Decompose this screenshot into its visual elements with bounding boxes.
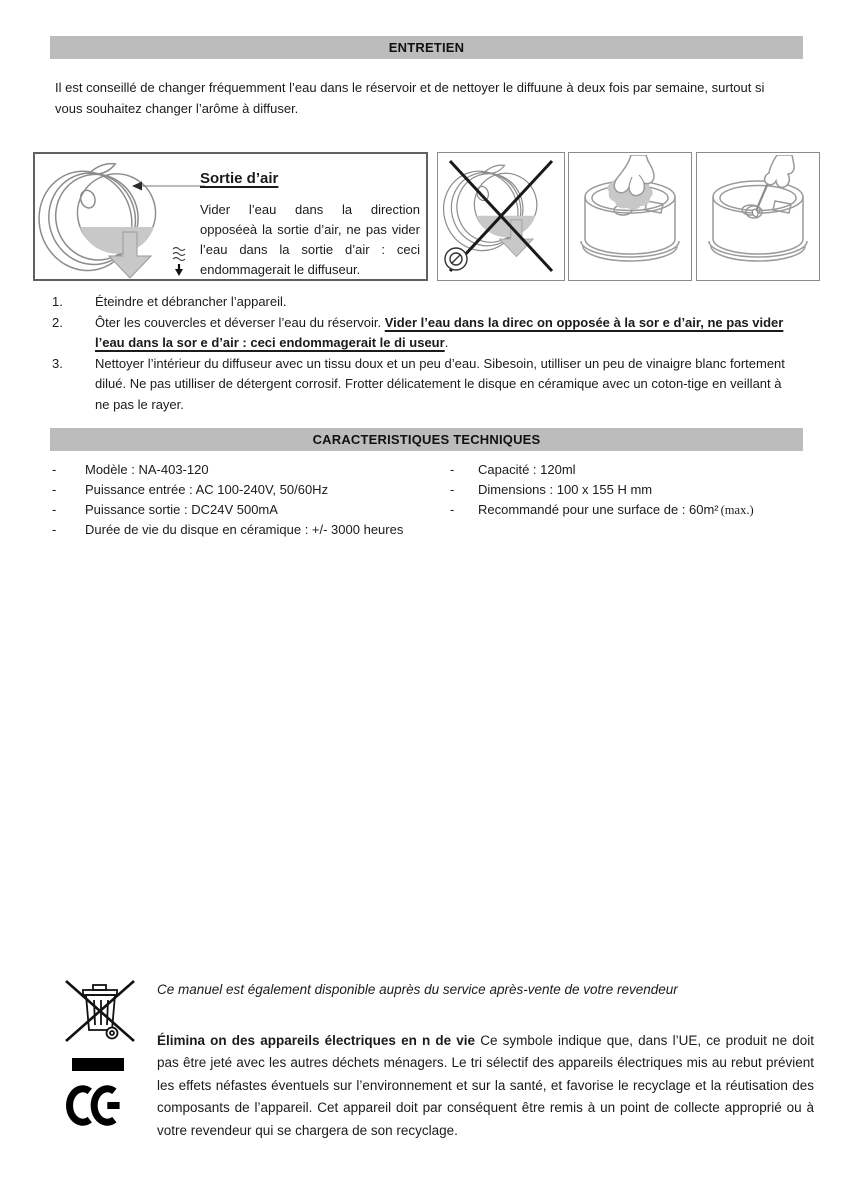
step-text: Nettoyer l’intérieur du diffuseur avec un tissu doux et un peu d’eau. Sibesoin, utilliser un peu de vinaigre blanc fortement dilué. Ne pas utilliser de détergent corrosif. Frotter délicatement le disque en céramique avec un coton-tige en veillant à ne pas le rayer. (95, 355, 785, 412)
step-number: 3. (52, 355, 63, 371)
entretien-header-bar (50, 36, 803, 59)
warning-text: Vider l’eau dans la direc on opposée à la sor e d’air, ne pas vider l’eau dans la sor e d’air : ceci endommagerait le di useur (95, 314, 784, 350)
air-outlet-pointer-icon (132, 182, 205, 191)
spec-marker: - (52, 522, 57, 537)
diffuser-pour-illustration (37, 156, 207, 280)
section-title: ENTRETIEN (388, 40, 465, 55)
tech-specs-right (450, 460, 820, 520)
manual-availability-note: Ce manuel est également disponible auprès du service après-vente de votre revendeur (157, 982, 678, 997)
list-item (52, 292, 797, 313)
air-outlet-description: Vider l’eau dans la direction opposéeà la sortie d’air, ne pas vider l’eau dans la sortie d’air : ceci endommagerait le diffuseur. (200, 202, 420, 277)
disposal-heading: Élimina on des appareils électriques en n de vie (157, 1033, 476, 1048)
spec-marker: - (52, 482, 57, 497)
spec-text: Durée de vie du disque en céramique : +/- 3000 heures (85, 522, 404, 537)
spec-text: Puissance entrée : AC 100-240V, 50/60Hz (85, 482, 329, 497)
spec-text: Dimensions : 100 x 155 H mm (478, 482, 653, 497)
intro-paragraph: Il est conseillé de changer fréquemment l’eau dans le réservoir et de nettoyer le diffuune à deux fois par semaine, surtout si vous souhaitez changer l’arôme à diffuser. (55, 80, 765, 116)
disposal-body: Ce symbole indique que, dans l’UE, ce produit ne doit pas être jeté avec les autres déchets ménagers. Le tri sélectif des appareils électriques mis au rebut prévient les effets néfastes éventuels sur l’environnement et sur la santé, et favorise le recyclage et la réutisation des composants de l’appareil. Cet appareil doit par conséquent être remis à un point de collecte approprié ou à votre revendeur qui se chargera de son recyclage. (157, 1033, 814, 1138)
maintenance-steps (52, 292, 797, 415)
figure-panel-no-pour (437, 152, 565, 281)
mist-icon (173, 248, 185, 277)
list-item (52, 354, 797, 416)
spec-text: Modèle : NA-403-120 (85, 462, 209, 477)
list-item (450, 500, 820, 520)
list-item (52, 500, 452, 520)
figure-panel-wipe-inside (568, 152, 692, 281)
step-text: Ôter les couvercles et déverser l’eau du réservoir. Vider l’eau dans la direc on opposée à la sor e d’air, ne pas vider l’eau dans la sor e d’air : ceci endommagerait le di useur. (95, 314, 784, 350)
ce-mark-icon (66, 1084, 124, 1127)
spec-marker: - (450, 502, 455, 517)
diffuser-wipe-cloth-illustration (571, 155, 689, 277)
list-item (450, 480, 820, 500)
section-title: CARACTERISTIQUES TECHNIQUES (312, 432, 541, 447)
step-text: Éteindre et débrancher l’appareil. (95, 294, 287, 309)
disposal-paragraph (157, 1030, 814, 1142)
spec-text: Capacité : 120ml (478, 462, 576, 477)
step-number: 1. (52, 294, 63, 309)
tech-specs-left (52, 460, 452, 540)
hand-shape (765, 155, 795, 187)
spec-marker: - (52, 462, 57, 477)
black-bar-mark (72, 1058, 124, 1071)
figure-panel-cotton-swab (696, 152, 820, 281)
list-item (52, 313, 797, 354)
spec-marker: - (450, 482, 455, 497)
spec-marker: - (450, 462, 455, 477)
spec-text: Recommandé pour une surface de : 60m² (max.) (478, 502, 754, 517)
diffuser-no-pour-illustration (440, 155, 562, 277)
air-outlet-title: Sortie d’air (200, 170, 279, 187)
list-item (52, 520, 452, 540)
spec-marker: - (52, 502, 57, 517)
diffuser-clean-disc-swab-illustration (699, 155, 817, 277)
step-number: 2. (52, 314, 63, 330)
weee-crossed-bin-icon (63, 978, 137, 1044)
spec-text: Puissance sortie : DC24V 500mA (85, 502, 278, 517)
list-item (450, 460, 820, 480)
list-item (52, 460, 452, 480)
figure-panel-pour-direction (33, 152, 428, 281)
no-pour-icon (445, 248, 467, 270)
tech-header-bar (50, 428, 803, 451)
list-item (52, 480, 452, 500)
spec-suffix: (max.) (720, 503, 754, 517)
